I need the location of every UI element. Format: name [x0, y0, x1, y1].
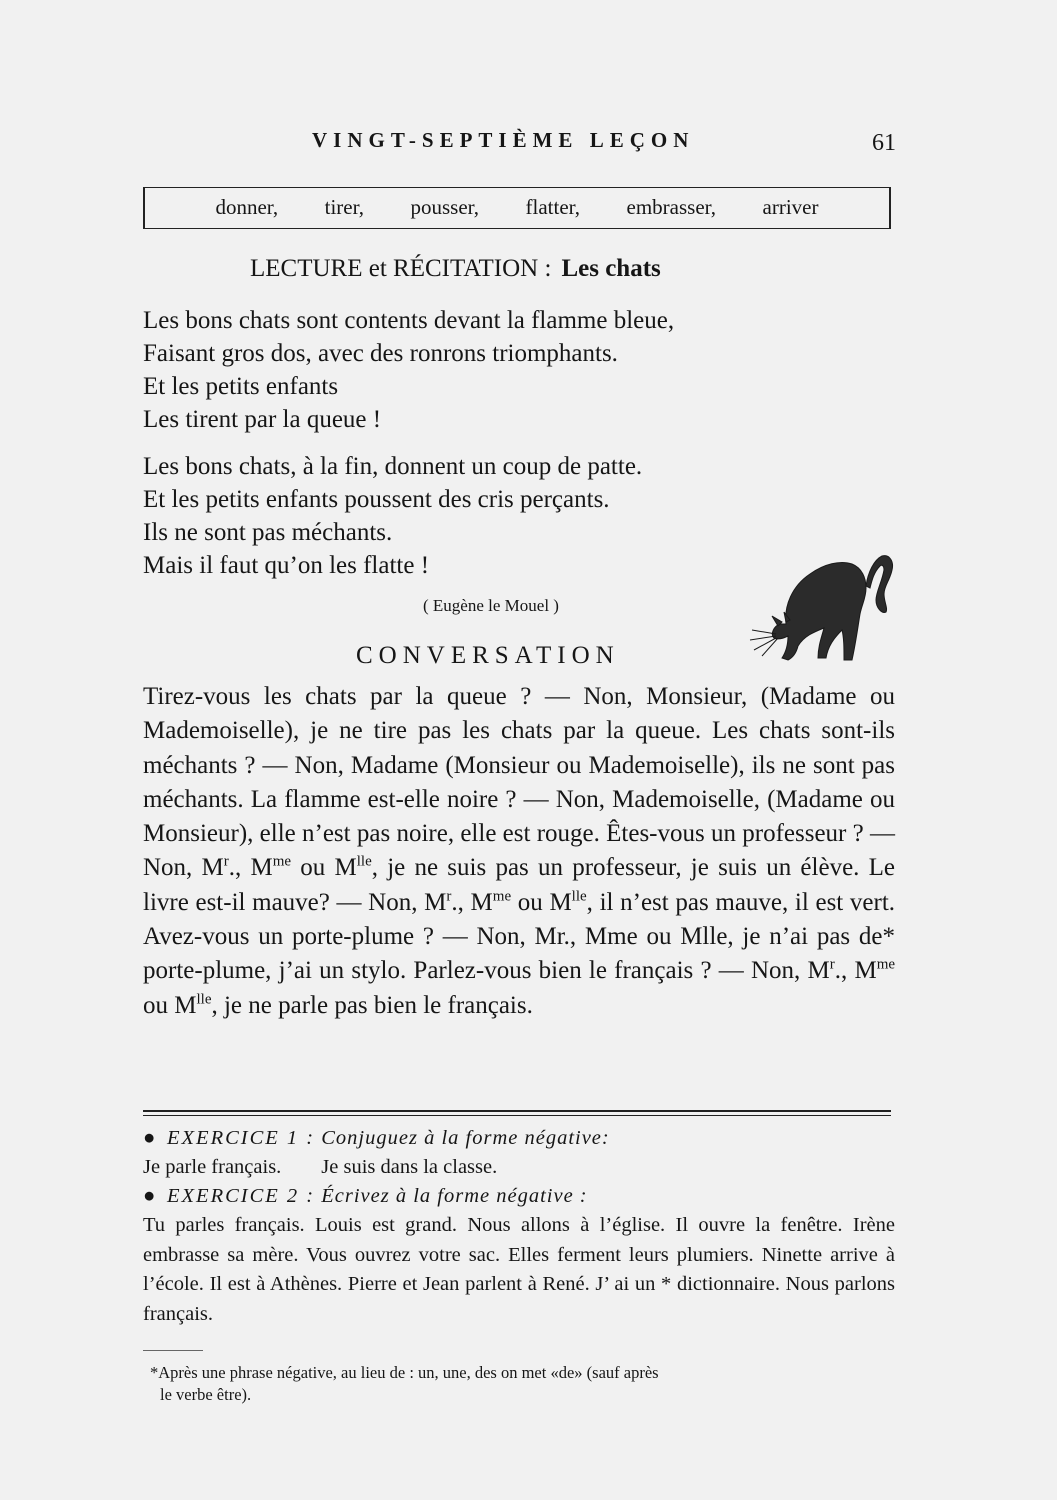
poem-line: Et les petits enfants	[143, 373, 339, 400]
bullet-icon: ●	[143, 1127, 157, 1149]
exercise-label: EXERCICE 2 :	[167, 1185, 316, 1207]
verb-item: arriver	[762, 195, 819, 219]
conversation-text: Tirez-vous les chats par la queue ? — Non, Monsieur, (Madame ou Mademoiselle), je ne tire pas les chats par la queue. Les chats sont-ils méchants ? — Non, Madame (Monsieur ou Mademoiselle), ils ne sont pas méchants. La flamme est-elle noire ? — Non, Mademoiselle, (Madame ou Monsieur), elle n’est pas noire, elle est rouge. Êtes-vous un professeur ? — Non, M	[143, 683, 895, 882]
superscript: me	[272, 854, 292, 871]
section-divider	[143, 1110, 891, 1112]
superscript: me	[876, 957, 896, 974]
cat-illustration	[748, 546, 898, 671]
exercise-2-title	[143, 1182, 895, 1211]
poem-stanza-2	[143, 450, 642, 582]
exercise-label: EXERCICE 1 :	[167, 1127, 316, 1149]
poem-line: Mais il faut qu’on les flatte !	[143, 552, 430, 579]
superscript: r	[223, 854, 229, 871]
verb-box	[143, 187, 891, 229]
exercise-instruction: Écrivez à la forme négative :	[321, 1185, 588, 1207]
superscript: lle	[196, 991, 212, 1008]
verb-item: flatter,	[525, 195, 581, 219]
conversation-text: , il n’est pas mauve, il est vert. Avez-vous un porte-plume ? — Non, Mr., Mme ou Mlle, je n’ai pas de* porte-plume, j’ai un stylo. Parlez-vous bien le français ? — Non, M	[143, 888, 896, 985]
poem-line: Et les petits enfants poussent des cris perçants.	[143, 486, 610, 513]
poem-line: Les tirent par la queue !	[143, 406, 382, 433]
footnote-line: le verbe être).	[160, 1385, 252, 1404]
superscript: r	[446, 888, 452, 905]
exercises	[143, 1124, 895, 1329]
superscript: lle	[571, 888, 587, 905]
footnote	[150, 1362, 896, 1406]
lesson-title: VINGT-SEPTIÈME LEÇON	[312, 128, 695, 152]
poem-line: Les bons chats, à la fin, donnent un coup de patte.	[143, 453, 643, 480]
superscript: me	[492, 888, 512, 905]
conversation-text: , je ne suis pas un professeur, je suis un élève. Le livre est-il mauve? — Non, M	[143, 854, 896, 916]
verb-item: pousser,	[410, 195, 480, 219]
poem-title: Les chats	[561, 255, 661, 282]
exercise-1-title	[143, 1124, 895, 1153]
poem-line: Faisant gros dos, avec des ronrons triomphants.	[143, 340, 618, 367]
exercise-sentence: Je parle français.	[143, 1156, 282, 1178]
section-divider	[143, 1115, 891, 1116]
poem-line: Ils ne sont pas méchants.	[143, 519, 393, 546]
superscript: lle	[356, 854, 372, 871]
verb-list	[145, 195, 889, 220]
exercise-sentence: Je suis dans la classe.	[321, 1156, 498, 1178]
verb-item: donner,	[215, 195, 279, 219]
exercise-2-text: Tu parles français. Louis est grand. Nous allons à l’église. Il ouvre la fenêtre. Irène embrasse sa mère. Vous ouvrez votre sac. Elles ferment leurs plumiers. Ninette arrive à l’école. Il est à Athènes. Pierre et Jean parlent à René. J’ ai un * dictionnaire. Nous parlons français.	[143, 1214, 895, 1325]
superscript: r	[829, 957, 835, 974]
poem-stanza-1	[143, 304, 674, 436]
exercise-1-sentences	[143, 1153, 895, 1182]
page-number: 61	[872, 130, 896, 156]
conversation-heading: CONVERSATION	[356, 642, 620, 669]
poem-line: Les bons chats sont contents devant la flamme bleue,	[143, 307, 675, 334]
exercise-instruction: Conjuguez à la forme négative:	[321, 1127, 610, 1149]
footnote-line: *Après une phrase négative, au lieu de : un, une, des on met «de» (sauf après	[150, 1363, 659, 1382]
bullet-icon: ●	[143, 1185, 157, 1207]
reading-heading-label: LECTURE et RÉCITATION :	[250, 255, 552, 282]
conversation-text: , je ne parle pas bien le français.	[211, 991, 533, 1019]
conversation-paragraph: Tirez-vous les chats par la queue ? — Non, Monsieur, (Madame ou Mademoiselle), je ne tire pas les chats par la queue. Les chats sont-ils méchants ? — Non, Madame (Monsieur ou Mademoiselle), ils ne sont pas méchants. La flamme est-elle noire ? — Non, Mademoiselle, (Madame ou Monsieur), elle n’est pas noire, elle est rouge. Êtes-vous un professeur ? — Non, $M^r$., $M^{me}$ ou $M^{lle}$, je ne suis pas un professeur, je suis un élève. Le livre est-il mauve? — Non, $M^r$., $M^{me}$ ou $M^{lle}$, il n’est pas mauve, il est vert. Avez-vous un porte-plume ? — Non, Mr., Mme ou Mlle, je n’ai pas de* porte-plume, j’ai un stylo. Parlez-vous bien le français ? — Non, $M^r$., $M^{me}$ ou $M^{lle}$, je ne parle pas bien le français.	[143, 683, 896, 1019]
verb-item: embrasser,	[626, 195, 717, 219]
verb-item: tirer,	[324, 195, 365, 219]
poem-author: ( Eugène le Mouel )	[423, 596, 559, 615]
footnote-divider	[143, 1350, 203, 1351]
reading-heading	[250, 255, 661, 283]
